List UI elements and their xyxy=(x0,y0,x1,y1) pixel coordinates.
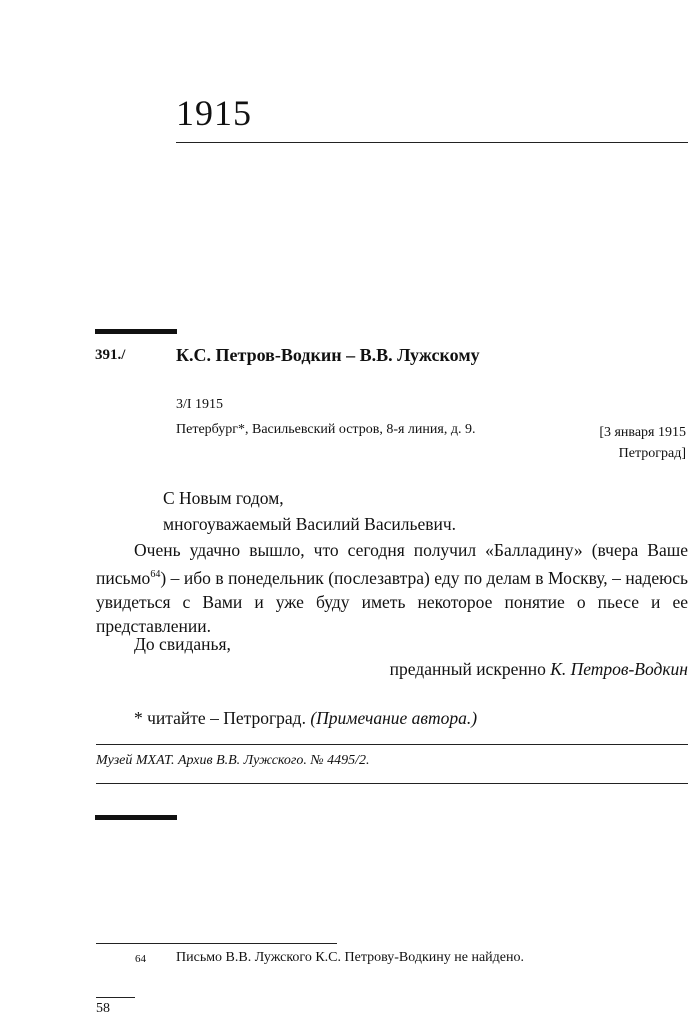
letter-title: К.С. Петров-Водкин – В.В. Лужскому xyxy=(176,345,480,365)
paragraph-text-2: ) – ибо в понедельник (послезавтра) еду по делам в Москву, – надеюсь увидеться с Вами и уже буду иметь некоторое понятие о пьесе и ее представлении. xyxy=(96,567,688,637)
paragraph-text-1: Очень удачно вышло, что сегодня получил «Балладину» (вчера Ваше письмо xyxy=(96,540,688,588)
letter-date: 3/I 1915 xyxy=(176,397,224,412)
greeting-line1: С Новым годом, xyxy=(163,488,284,508)
page-number-rule xyxy=(96,997,135,998)
signoff-text: преданный искренно xyxy=(389,659,551,679)
footnote-ref: 64 xyxy=(150,568,161,580)
page-number: 58 xyxy=(96,1001,110,1016)
footnote-rule xyxy=(96,943,337,944)
letter-number: 391./ xyxy=(95,347,126,363)
chapter-year: 1915 xyxy=(176,93,252,133)
author-note xyxy=(134,708,477,729)
letter-paragraph xyxy=(96,538,688,639)
section-end-bar xyxy=(95,815,177,820)
letter-place: Петербург*, Васильевский остров, 8-я линия, д. 9. xyxy=(176,422,476,437)
section-bar xyxy=(95,329,177,334)
author-note-text: * читайте – Петроград. xyxy=(134,708,311,728)
editor-date xyxy=(599,422,686,464)
chapter-rule xyxy=(176,142,688,143)
archive-source: Музей МХАТ. Архив В.В. Лужского. № 4495/2. xyxy=(96,753,370,768)
author-note-label: (Примечание автора.) xyxy=(310,708,478,728)
editor-date-line1: [3 января 1915 xyxy=(599,425,686,440)
archive-rule-top xyxy=(96,744,688,745)
footnote-number: 64 xyxy=(135,953,146,965)
signoff xyxy=(390,659,688,680)
archive-rule-bottom xyxy=(96,783,688,784)
greeting-line2: многоуважаемый Василий Васильевич. xyxy=(163,514,457,534)
signature: К. Петров-Водкин xyxy=(550,659,688,679)
footnote-text: Письмо В.В. Лужского К.С. Петрову-Водкину не найдено. xyxy=(176,950,524,965)
editor-date-line2: Петроград] xyxy=(618,446,686,461)
farewell: До свиданья, xyxy=(134,634,231,654)
